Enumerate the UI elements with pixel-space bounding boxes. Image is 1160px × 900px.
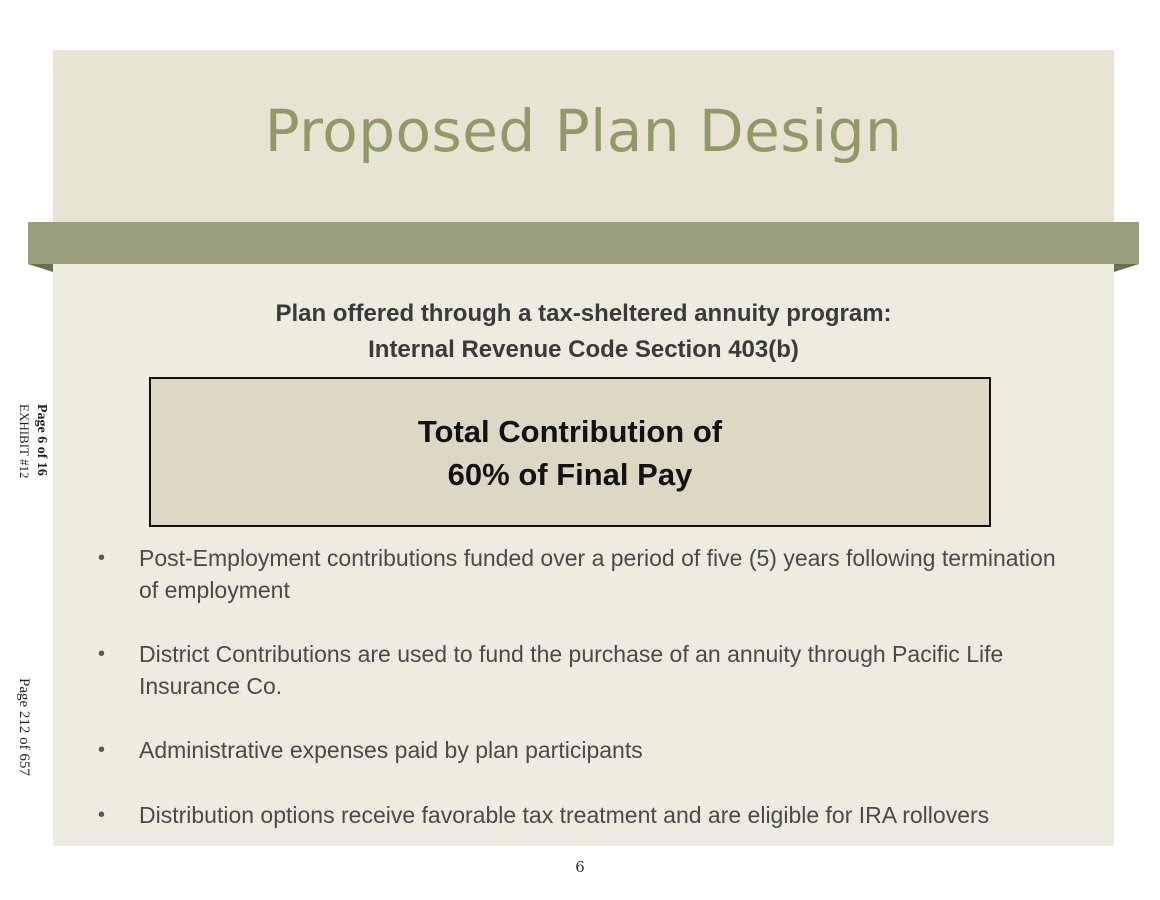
highlight-text xyxy=(149,410,991,496)
highlight-line-1: Total Contribution of xyxy=(417,414,723,449)
subtitle xyxy=(53,296,1114,368)
bullet-text: Distribution options receive favorable tax treatment and are eligible for IRA rollovers xyxy=(139,802,990,828)
bullet-icon: • xyxy=(98,547,106,569)
band-fold-left xyxy=(28,264,53,272)
subtitle-line-2: Internal Revenue Code Section 403(b) xyxy=(368,336,799,363)
side-label-page-total: Page 212 of 657 xyxy=(16,678,32,776)
side-label-page-of: Page 6 of 16 xyxy=(34,404,49,476)
bullet-icon: • xyxy=(98,643,106,665)
list-item xyxy=(90,799,1080,831)
bullet-icon: • xyxy=(98,739,106,761)
band-fold-right xyxy=(1114,264,1139,272)
list-item xyxy=(90,638,1080,702)
bullet-text: Post-Employment contributions funded over a period of five (5) years following termination of employment xyxy=(139,545,1056,603)
highlight-line-2: 60% of Final Pay xyxy=(447,457,693,492)
bullet-text: Administrative expenses paid by plan participants xyxy=(139,737,643,763)
bullet-list xyxy=(90,542,1080,864)
page-number: 6 xyxy=(575,858,585,876)
subtitle-line-1: Plan offered through a tax-sheltered annuity program: xyxy=(275,300,892,327)
bullet-text: District Contributions are used to fund the purchase of an annuity through Pacific Life Insurance Co. xyxy=(139,641,1004,699)
side-label-exhibit: EXHIBIT #12 xyxy=(17,404,32,479)
slide-title: Proposed Plan Design xyxy=(264,97,903,165)
list-item xyxy=(90,542,1080,606)
list-item xyxy=(90,734,1080,766)
bullet-icon: • xyxy=(98,804,106,826)
title-divider-band xyxy=(28,222,1139,264)
